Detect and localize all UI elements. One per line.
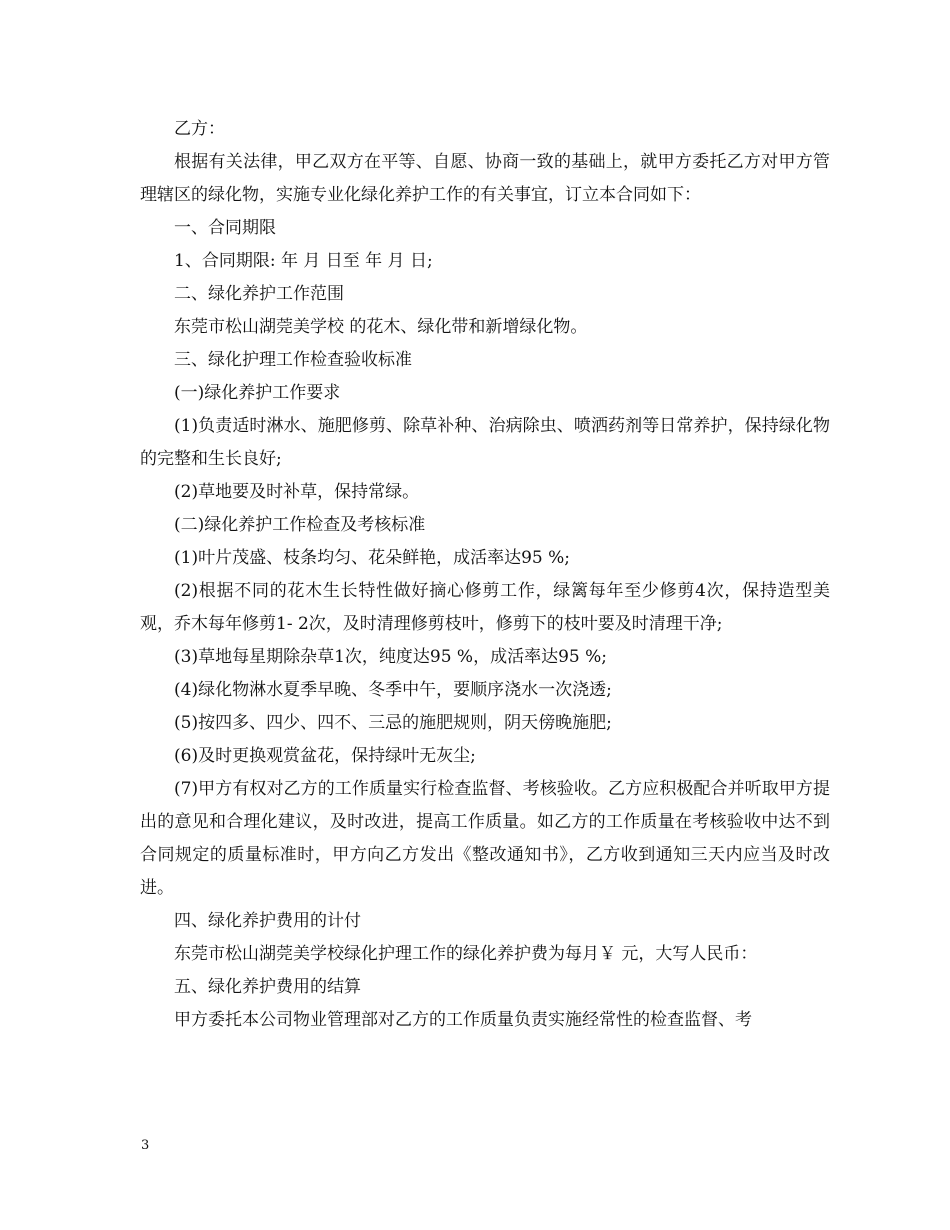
assessment-item-1: (1)叶片茂盛、枝条均匀、花朵鲜艳，成活率达95 %; — [174, 548, 570, 568]
document-body — [140, 113, 830, 1037]
section-heading-fees: 四、绿化养护费用的计付 — [174, 911, 361, 931]
assessment-item-2: (2)根据不同的花木生长特性做好摘心修剪工作，绿篱每年至少修剪4次，保持造型美观，乔木每年修剪1- 2次，及时清理修剪枝叶，修剪下的枝叶要及时清理干净; — [140, 581, 830, 634]
scope-paragraph: 东莞市松山湖莞美学校 的花木、绿化带和新增绿化物。 — [174, 317, 588, 337]
requirement-item-1: (1)负责适时淋水、施肥修剪、除草补种、治病除虫、喷洒药剂等日常养护，保持绿化物的完整和生长良好; — [140, 416, 830, 469]
assessment-item-3: (3)草地每星期除杂草1次，纯度达95 %，成活率达95 %; — [174, 647, 608, 667]
contract-term-paragraph: 1、合同期限: 年 月 日至 年 月 日; — [174, 251, 433, 271]
assessment-item-5: (5)按四多、四少、四不、三忌的施肥规则，阴天傍晚施肥; — [174, 713, 612, 733]
page-number: 3 — [141, 1138, 150, 1153]
section-heading-settlement: 五、绿化养护费用的结算 — [174, 977, 361, 997]
section-heading-scope: 二、绿化养护工作范围 — [174, 284, 344, 304]
subsection-heading-requirements: (一)绿化养护工作要求 — [174, 383, 341, 403]
subsection-heading-assessment: (二)绿化养护工作检查及考核标准 — [174, 515, 426, 535]
requirement-item-2: (2)草地要及时补草，保持常绿。 — [174, 482, 420, 502]
preamble-paragraph: 根据有关法律，甲乙双方在平等、自愿、协商一致的基础上，就甲方委托乙方对甲方管理辖区的绿化物，实施专业化绿化养护工作的有关事宜，订立本合同如下： — [140, 152, 830, 205]
fees-paragraph: 东莞市松山湖莞美学校绿化护理工作的绿化养护费为每月￥ 元，大写人民币： — [174, 944, 758, 964]
assessment-item-4: (4)绿化物淋水夏季早晚、冬季中午，要顺序浇水一次浇透; — [174, 680, 612, 700]
assessment-item-6: (6)及时更换观赏盆花，保持绿叶无灰尘; — [174, 746, 476, 766]
party-b-line: 乙方： — [174, 119, 225, 139]
assessment-item-7: (7)甲方有权对乙方的工作质量实行检查监督、考核验收。乙方应积极配合并听取甲方提出的意见和合理化建议，及时改进，提高工作质量。如乙方的工作质量在考核验收中达不到合同规定的质量标准时，甲方向乙方发出《整改通知书》，乙方收到通知三天内应当及时改进。 — [140, 779, 830, 898]
settlement-paragraph: 甲方委托本公司物业管理部对乙方的工作质量负责实施经常性的检查监督、考 — [174, 1010, 752, 1030]
section-heading-term: 一、合同期限 — [174, 218, 276, 238]
section-heading-standards: 三、绿化护理工作检查验收标准 — [174, 350, 412, 370]
